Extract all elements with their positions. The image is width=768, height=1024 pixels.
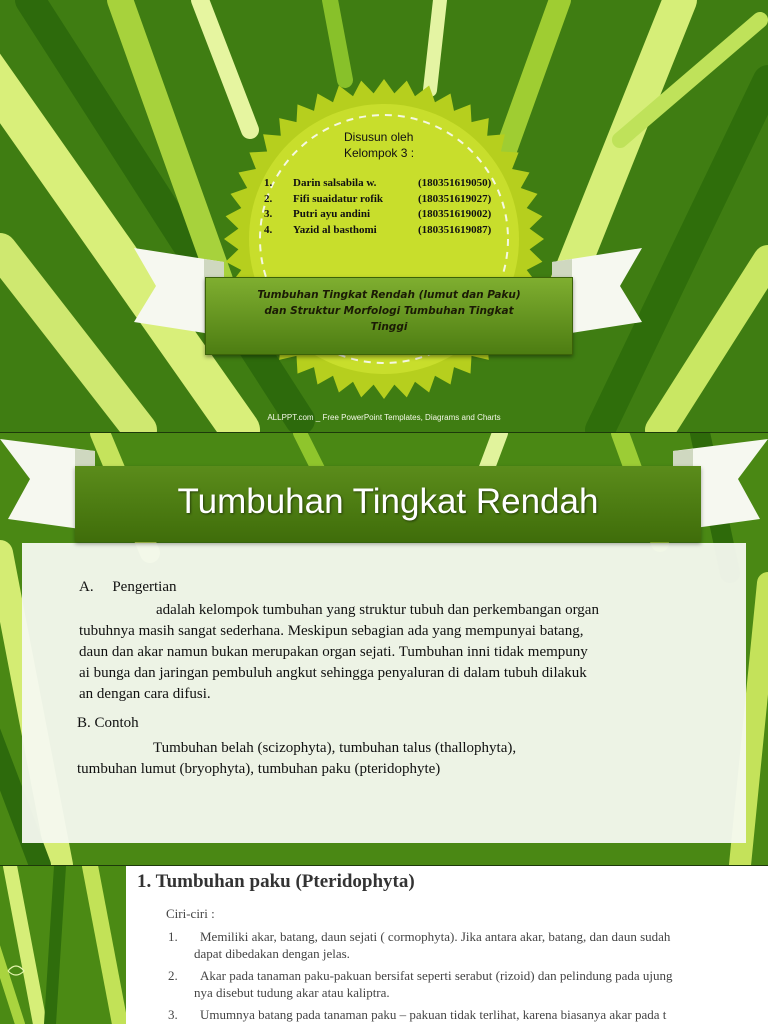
member-id: (180351619002) [418,208,492,220]
credit-heading-1: Disusun oleh [344,130,414,144]
credit-heading-2: Kelompok 3 : [344,146,415,160]
list-slide [0,866,768,1024]
list-item-line: Umumnya batang pada tanaman paku – pakuan tidak terlihat, karena biasanya akar pada t [200,1007,667,1022]
grass-strip [0,866,126,1024]
definition-line: adalah kelompok tumbuhan yang struktur tubuh dan perkembangan organ [156,602,599,618]
list-item-line: dapat dibedakan dengan jelas. [194,946,350,961]
definition-line: ai bunga dan jaringan pembuluh angkut sehingga penyaluran di dalam tubuh dilakuk [79,665,587,681]
title-line: Tumbuhan Tingkat Rendah (lumut dan Paku) [257,289,521,301]
slide-title: Tumbuhan Tingkat Rendah [177,482,599,521]
member-number: 1. [264,177,273,189]
list-number: 2. [168,968,178,983]
title-banner [205,277,573,355]
member-name: Fifi suaidatur rofik [293,193,384,205]
header-banner [75,466,701,542]
member-number: 3. [264,208,273,220]
title-line: dan Struktur Morfologi Tumbuhan Tingkat [264,305,514,317]
member-id: (180351619027) [418,193,492,205]
definition-line: daun dan akar namun bukan merupakan organ sejati. Tumbuhan inni tidak mempuny [79,644,588,660]
section-b-label: B. Contoh [77,715,139,731]
member-number: 2. [264,193,273,205]
subheading: Ciri-ciri : [166,906,215,921]
definition-line: tubuhnya masih sangat sederhana. Meskipun sebagian ada yang mempunyai batang, [79,623,584,639]
member-number: 4. [264,224,273,236]
example-line: Tumbuhan belah (scizophyta), tumbuhan talus (thallophyta), [153,740,517,756]
example-line: tumbuhan lumut (bryophyta), tumbuhan paku (pteridophyte) [77,761,441,777]
member-name: Putri ayu andini [293,208,371,220]
member-id: (180351619050) [418,177,492,189]
template-credit: ALLPPT.com _ Free PowerPoint Templates, Diagrams and Charts [267,413,501,422]
title-slide [0,0,768,432]
section-title: 1. Tumbuhan paku (Pteridophyta) [137,871,415,892]
list-item-line: Memiliki akar, batang, daun sejati ( cormophyta). Jika antara akar, batang, dan daun sudah [200,929,671,944]
definition-line: an dengan cara difusi. [79,686,211,702]
section-a-label: A. Pengertian [79,579,177,595]
member-id: (180351619087) [418,224,492,236]
content-slide [0,433,768,865]
title-line: Tinggi [370,321,408,333]
list-item-line: Akar pada tanaman paku-pakuan bersifat seperti serabut (rizoid) dan pelindung pada ujung [200,968,673,983]
member-name: Darin salsabila w. [293,177,377,189]
list-number: 1. [168,929,178,944]
presentation-title [206,287,572,335]
list-number: 3. [168,1007,178,1022]
member-name: Yazid al basthomi [293,224,377,236]
list-item-line: nya disebut tudung akar atau kaliptra. [194,985,390,1000]
